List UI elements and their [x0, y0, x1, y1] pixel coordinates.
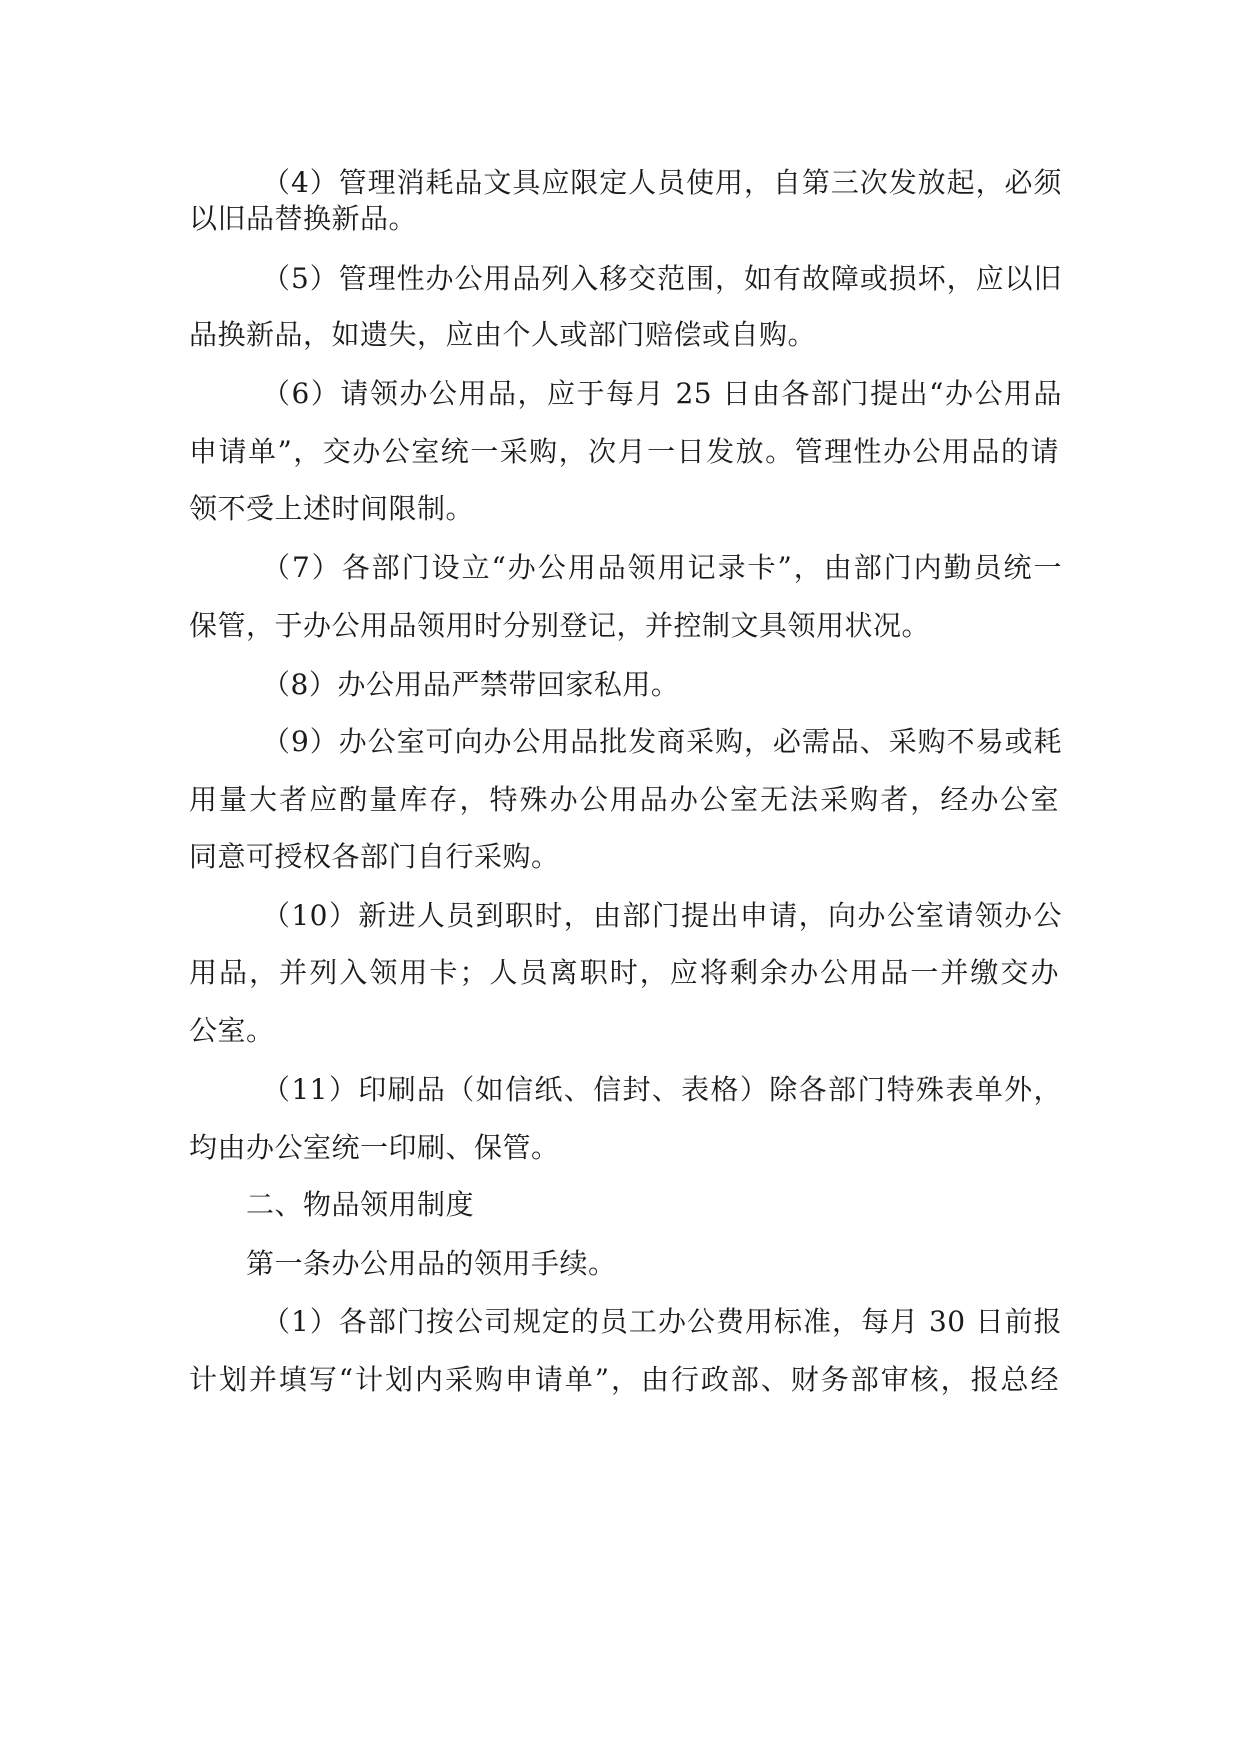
paragraph-line: （8）办公用品严禁带回家私用。: [262, 668, 680, 701]
paragraph-line: （1）各部门按公司规定的员工办公费用标准，每月 30 日前报: [262, 1305, 1062, 1338]
paragraph-line: 同意可授权各部门自行采购。: [189, 840, 560, 873]
paragraph-line: （7）各部门设立“办公用品领用记录卡”，由部门内勤员统一: [262, 551, 1062, 584]
paragraph-line: （10）新进人员到职时，由部门提出申请，向办公室请领办公: [262, 899, 1062, 932]
paragraph-line: （6）请领办公用品，应于每月 25 日由各部门提出“办公用品: [262, 377, 1062, 410]
paragraph-line: 公室。: [189, 1014, 275, 1047]
paragraph-line: 品换新品，如遗失，应由个人或部门赔偿或自购。: [189, 318, 817, 351]
article-heading: 第一条办公用品的领用手续。: [246, 1247, 617, 1280]
paragraph-line: 领不受上述时间限制。: [189, 492, 475, 525]
paragraph-line: 申请单”，交办公室统一采购，次月一日发放。管理性办公用品的请: [189, 435, 1059, 468]
paragraph-line: （4）管理消耗品文具应限定人员使用，自第三次发放起，必须: [262, 166, 1062, 199]
paragraph-line: 计划并填写“计划内采购申请单”，由行政部、财务部审核，报总经: [189, 1363, 1059, 1396]
paragraph-line: 用量大者应酌量库存，特殊办公用品办公室无法采购者，经办公室: [189, 783, 1059, 816]
paragraph-line: 均由办公室统一印刷、保管。: [189, 1131, 560, 1164]
paragraph-line: 保管，于办公用品领用时分别登记，并控制文具领用状况。: [189, 609, 931, 642]
paragraph-line: 用品，并列入领用卡；人员离职时，应将剩余办公用品一并缴交办: [189, 956, 1059, 989]
paragraph-line: （5）管理性办公用品列入移交范围，如有故障或损坏，应以旧: [262, 262, 1062, 295]
section-heading: 二、物品领用制度: [246, 1188, 475, 1221]
paragraph-line: （9）办公室可向办公用品批发商采购，必需品、采购不易或耗: [262, 725, 1062, 758]
paragraph-line: 以旧品替换新品。: [189, 202, 418, 235]
paragraph-line: （11）印刷品（如信纸、信封、表格）除各部门特殊表单外，: [262, 1073, 1062, 1106]
